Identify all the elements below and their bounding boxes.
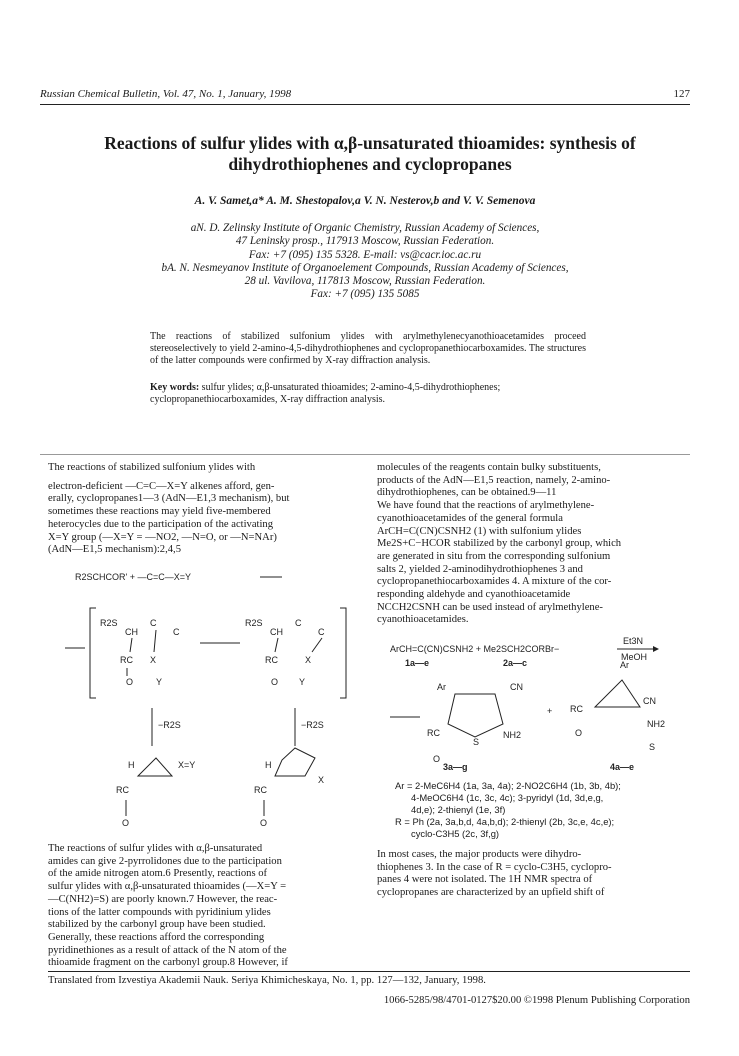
- text-line: molecules of the reagents contain bulky substituents,: [377, 462, 601, 473]
- atom-label: X=Y: [178, 760, 196, 770]
- abstract-rule: [40, 454, 690, 455]
- text-line: —C(NH2)=S) are poorly known.7 However, the reac-: [48, 893, 278, 905]
- affiliation-line: Fax: +7 (095) 135 5328. E-mail: vs@cacr.ioc.ac.ru: [248, 248, 482, 261]
- text-line: pyridinethiones as a result of attack of the N atom of the: [48, 944, 287, 956]
- legend-line: 4d,e); 2-thienyl (1e, 3f): [411, 804, 506, 815]
- text-line: tions of the latter compounds with pyridinium ylides: [48, 906, 271, 918]
- bracket: [90, 608, 96, 698]
- atom-label: O: [260, 818, 268, 828]
- text-line: of the amide nitrogen atom.6 Presently, reactions of: [48, 868, 268, 880]
- legend-line: cyclo-C3H5 (2c, 3f,g): [411, 828, 500, 839]
- synthesis-scheme: [385, 632, 690, 772]
- atom-label: H: [265, 760, 272, 770]
- atom-label: S: [473, 737, 480, 747]
- paper-title: Reactions of sulfur ylides with α,β-unsaturated thioamides: synthesis of dihydrothiophenes and cyclopropanes: [104, 133, 636, 174]
- substituent-legend: [395, 780, 695, 840]
- atom-label: O: [126, 677, 134, 687]
- cyclopropane-ring: [595, 680, 640, 707]
- compound-label: 4a—e: [610, 762, 635, 772]
- left-column-intro: [48, 462, 360, 557]
- atom-label: R2S: [100, 618, 118, 628]
- atom-label: H: [128, 760, 135, 770]
- text-line: cyanothioacetamides of the general formula: [377, 512, 563, 524]
- affiliation-line: 28 ul. Vavilova, 117813 Moscow, Russian Federation.: [244, 275, 486, 288]
- atom-label: CN: [510, 682, 523, 692]
- text-line: amides can give 2-pyrrolidones due to the participation: [48, 855, 282, 867]
- left-column-body: [48, 843, 360, 970]
- text-line: ArCH=C(CN)CSNH2 (1) with sulfonium ylides: [377, 525, 582, 537]
- text-line: cyanothioacetamides.: [377, 614, 469, 626]
- text-line: salts 2, yielded 2-aminodihydrothiophenes 3 and: [377, 563, 583, 575]
- atom-label: R2S: [245, 618, 263, 628]
- atom-label: C: [318, 627, 325, 637]
- text-line: X=Y group (—X=Y = —NO2, —N=O, or —N=NAr): [48, 531, 277, 543]
- affiliation-line: Fax: +7 (095) 135 5085: [310, 288, 420, 301]
- text-line: heterocycles due to the participation of the activating: [48, 518, 274, 530]
- page-number: 127: [673, 88, 690, 100]
- atom-label: X: [305, 655, 312, 665]
- text-line: cyclopropanes are characterized by an upfield shift of: [377, 887, 605, 899]
- atom-label: O: [271, 677, 279, 687]
- atom-label: O: [122, 818, 130, 828]
- atom-label: X: [150, 655, 157, 665]
- right-column-body: [377, 849, 689, 900]
- abstract: The reactions of stabilized sulfonium ylides with arylmethylenecyanothioacetamides proceed stereoselectively to yield 2-amino-4,5-dihydrothiophenes and cyclopropanethiocarboxamides. The structures of the latter compounds were confirmed by X-ray diffraction analysis.: [150, 331, 586, 366]
- keywords-text: sulfur ylides; α,β-unsaturated thioamides; 2-amino-4,5-dihydrothiophenes; cyclopropanethiocarboxamides, X-ray diffraction analysis.: [150, 382, 501, 405]
- legend-line: R = Ph (2a, 3a,b,d, 4a,b,d); 2-thienyl (2b, 3c,e, 4c,e);: [395, 816, 615, 827]
- plus-sign: +: [547, 706, 553, 716]
- text-line: cyclopropanethiocarboxamides 4. A mixture of the cor-: [377, 576, 612, 588]
- text-line: Me2S+C−HCOR stabilized by the carbonyl group, which: [377, 538, 622, 550]
- atom-label: RC: [116, 785, 129, 795]
- bond: [312, 638, 322, 652]
- atom-label: RC: [427, 728, 440, 738]
- running-header: [40, 88, 690, 100]
- bond: [130, 638, 132, 652]
- text-line: are generated in situ from the corresponding sulfonium: [377, 550, 611, 562]
- affiliation-line: 47 Leninsky prosp., 117913 Moscow, Russian Federation.: [235, 235, 495, 248]
- text-line: We have found that the reactions of arylmethylene-: [377, 500, 595, 512]
- text-line: stabilized by the carbonyl group have been studied.: [48, 919, 266, 931]
- atom-label: Y: [299, 677, 306, 687]
- atom-label: RC: [120, 655, 133, 665]
- elimination-label: −R2S: [301, 720, 324, 730]
- atom-label: CH: [270, 627, 283, 637]
- right-column-intro: [377, 462, 689, 627]
- text-line: In most cases, the major products were dihydro-: [377, 849, 582, 860]
- reagent-base: Et3N: [623, 636, 644, 646]
- reaction-equation: ArCH=C(CN)CSNH2 + Me2SCH2CORBr−: [390, 644, 560, 654]
- legend-line: 4-MeOC6H4 (1c, 3c, 4c); 3-pyridyl (1d, 3d,e,g,: [411, 792, 604, 803]
- copyright-line: 1066-5285/98/4701-0127$20.00 ©1998 Plenum Publishing Corporation: [383, 995, 690, 1006]
- atom-label: Ar: [620, 660, 629, 670]
- cyclopropane-ring: [138, 758, 172, 776]
- text-line: NCCH2CSNH can be used instead of arylmethylene-: [377, 601, 603, 613]
- arrow-head: [653, 646, 659, 652]
- atom-label: X: [318, 775, 325, 785]
- text-line: The reactions of sulfur ylides with α,β-unsaturated: [48, 843, 263, 854]
- journal-citation: Russian Chemical Bulletin, Vol. 47, No. 1, January, 1998: [40, 88, 292, 100]
- affiliation-line: bA. N. Nesmeyanov Institute of Organoelement Compounds, Russian Academy of Sciences,: [161, 261, 569, 274]
- five-membered-ring: [275, 748, 315, 776]
- atom-label: NH2: [647, 719, 666, 729]
- text-line: sulfur ylides with α,β-unsaturated thioamides (—X=Y =: [48, 881, 287, 893]
- atom-label: O: [575, 728, 583, 738]
- atom-label: O: [433, 754, 441, 764]
- text-line: responding aldehyde and cyanothioacetamide: [377, 589, 571, 601]
- atom-label: C: [173, 627, 180, 637]
- atom-label: CN: [643, 696, 656, 706]
- text-line: panes 4 were not isolated. The 1H NMR spectra of: [377, 874, 593, 886]
- atom-label: RC: [254, 785, 267, 795]
- text-line: erally, cyclopropanes1—3 (AdN—E1,3 mechanism), but: [48, 493, 290, 505]
- text-line: The reactions of stabilized sulfonium ylides with: [48, 462, 256, 473]
- scheme-reagents: R2SCHCOR' + —C=C—X=Y: [75, 572, 191, 582]
- text-line: thiophenes 3. In the case of R = cyclo-C3H5, cyclopro-: [377, 861, 612, 873]
- text-line: sometimes these reactions may yield five-membered: [48, 506, 271, 518]
- keywords: [150, 382, 590, 406]
- text-line: electron-deficient —C=C—X=Y alkenes afford, gen-: [48, 480, 275, 492]
- text-line: Generally, these reactions afford the corresponding: [48, 931, 265, 943]
- author-list: A. V. Samet,a* A. M. Shestopalov,a V. N. Nesterov,b and V. V. Semenova: [194, 195, 536, 207]
- affiliation-line: aN. D. Zelinsky Institute of Organic Chemistry, Russian Academy of Sciences,: [190, 222, 540, 234]
- compound-label: 3a—g: [443, 762, 468, 772]
- affiliations: [40, 222, 690, 302]
- atom-label: RC: [570, 704, 583, 714]
- translation-note: Translated from Izvestiya Akademii Nauk. Seriya Khimicheskaya, No. 1, pp. 127—132, January, 1998.: [48, 975, 486, 986]
- reagent-solvent: MeOH: [621, 652, 648, 662]
- atom-label: Ar: [437, 682, 446, 692]
- compound-label: 2a—c: [503, 658, 528, 668]
- atom-label: C: [150, 618, 157, 628]
- text-line: thioamide fragment on the carbonyl group.8 However, if: [48, 957, 288, 969]
- atom-label: S: [649, 742, 656, 752]
- atom-label: RC: [265, 655, 278, 665]
- header-rule: [40, 104, 690, 105]
- text-line: products of the AdN—E1,5 reaction, namely, 2-amino-: [377, 474, 611, 486]
- mechanism-scheme: [60, 568, 360, 833]
- atom-label: NH2: [503, 730, 522, 740]
- elimination-label: −R2S: [158, 720, 181, 730]
- text-line: dihydrothiophenes, can be obtained.9—11: [377, 487, 557, 499]
- atom-label: C: [295, 618, 302, 628]
- compound-label: 1a—e: [405, 658, 430, 668]
- bond: [154, 630, 156, 652]
- footer-rule: [48, 971, 690, 972]
- bracket: [340, 608, 346, 698]
- atom-label: CH: [125, 627, 138, 637]
- text-line: (AdN—E1,5 mechanism):2,4,5: [48, 544, 181, 556]
- atom-label: Y: [156, 677, 163, 687]
- keywords-label: Key words:: [150, 382, 200, 393]
- dihydrothiophene-ring: [448, 694, 503, 737]
- bond: [275, 638, 278, 652]
- legend-line: Ar = 2-MeC6H4 (1a, 3a, 4a); 2-NO2C6H4 (1b, 3b, 4b);: [395, 780, 621, 791]
